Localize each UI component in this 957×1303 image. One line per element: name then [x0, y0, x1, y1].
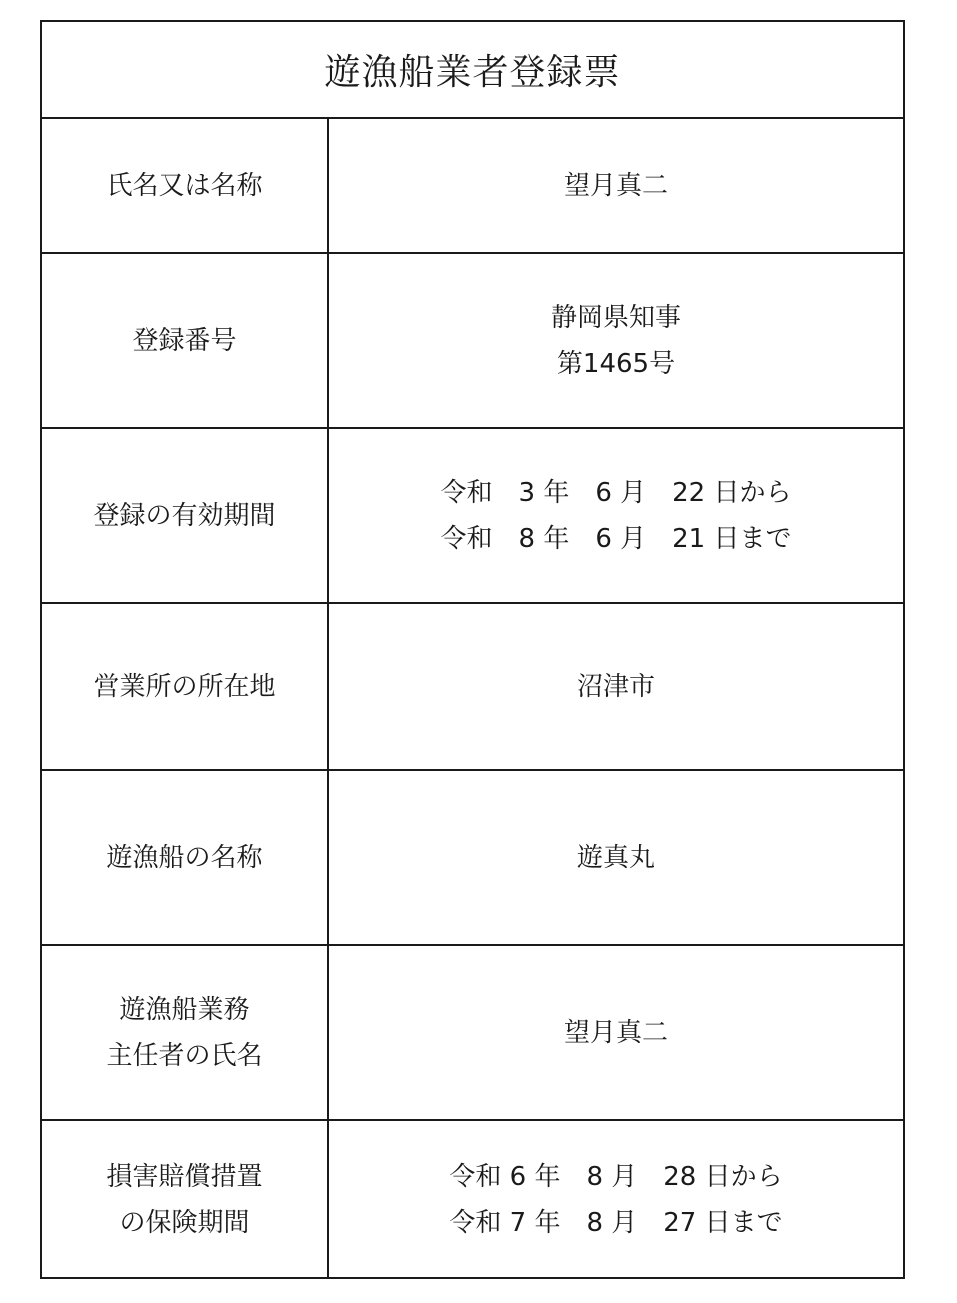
label-cell [42, 254, 329, 427]
value-cell [329, 119, 903, 252]
label-text-line-1: 遊漁船業務 [119, 994, 250, 1025]
row-registration-number [42, 254, 903, 429]
registration-sheet [40, 20, 905, 1279]
label-text: 登録の有効期間 [93, 500, 276, 531]
value-text-line-1: 静岡県知事 [550, 302, 681, 333]
value-cell [329, 604, 903, 769]
sheet-title: 遊漁船業者登録票 [42, 22, 903, 119]
label-cell [42, 946, 329, 1119]
value-cell [329, 1121, 903, 1279]
label-text: 氏名又は名称 [106, 170, 263, 201]
value-text-line-2: 令和 8 年 6 月 21 日まで [440, 523, 792, 554]
value-text: 望月真二 [563, 170, 668, 201]
value-text-line-1: 令和 6 年 8 月 28 日から [449, 1162, 783, 1192]
label-text-line-2: 主任者の氏名 [106, 1040, 263, 1071]
value-text: 遊真丸 [576, 842, 655, 873]
value-text: 沼津市 [576, 671, 655, 702]
label-text: 遊漁船の名称 [106, 842, 263, 873]
value-cell [329, 254, 903, 427]
label-text-line-2: の保険期間 [119, 1208, 250, 1238]
value-cell [329, 771, 903, 944]
row-insurance-period [42, 1121, 903, 1279]
label-text: 登録番号 [132, 325, 237, 356]
label-cell [42, 604, 329, 769]
label-text-line-1: 損害賠償措置 [106, 1162, 263, 1192]
row-chief-name [42, 946, 903, 1121]
value-text: 望月真二 [563, 1017, 668, 1048]
row-name [42, 119, 903, 254]
row-boat-name [42, 771, 903, 946]
value-cell [329, 429, 903, 602]
label-cell [42, 771, 329, 944]
label-cell [42, 429, 329, 602]
value-text-line-2: 第1465号 [556, 348, 676, 379]
value-cell [329, 946, 903, 1119]
value-text-line-1: 令和 3 年 6 月 22 日から [440, 477, 792, 508]
label-cell [42, 1121, 329, 1279]
row-validity-period [42, 429, 903, 604]
row-office-location [42, 604, 903, 771]
label-text: 営業所の所在地 [93, 671, 276, 702]
value-text-line-2: 令和 7 年 8 月 27 日まで [449, 1208, 783, 1238]
label-cell [42, 119, 329, 252]
